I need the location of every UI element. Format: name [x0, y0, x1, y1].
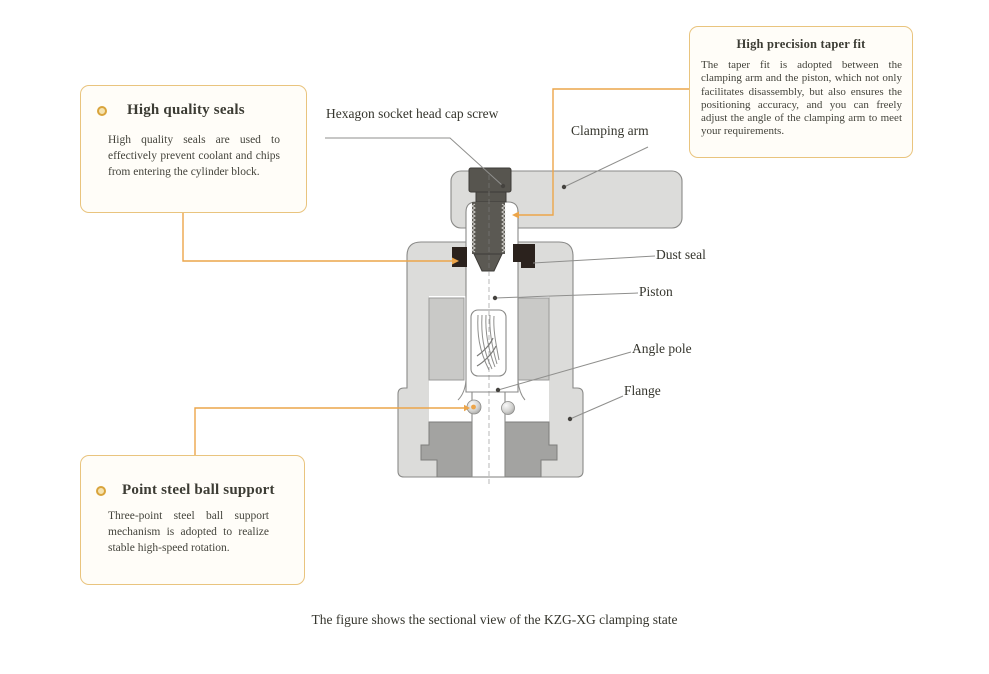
- leader-dot-angle-pole: [496, 388, 500, 392]
- label-clamping-arm: Clamping arm: [571, 123, 649, 138]
- callout-title: High precision taper fit: [736, 37, 866, 51]
- screw-head-shape: [469, 168, 511, 192]
- figure-caption: The figure shows the sectional view of the KZG-XG clamping state: [311, 612, 678, 627]
- callout-body: Three-point steel ball support mechanism is adopted to realize stable high-speed rotation.: [108, 510, 269, 554]
- guide-block-right: [514, 298, 549, 380]
- steel-ball-right: [502, 402, 515, 415]
- dot-bullet-icon: [96, 486, 106, 496]
- callout-high-precision-taper-fit: [689, 26, 913, 158]
- callout-point-steel-ball-support: [80, 455, 305, 585]
- callout-title: High quality seals: [127, 102, 245, 118]
- dust-seal-left-shape: [452, 247, 467, 267]
- screw-shaft-shape: [472, 202, 505, 254]
- label-hexagon-screw: Hexagon socket head cap screw: [326, 106, 499, 121]
- dot-bullet-icon: [97, 106, 107, 116]
- callout-body: The taper fit is adopted between the clamping arm and the piston, which not only facilitates disassembly, but also ensures the positioning accuracy, and you can freely adjust the angle of the clamping arm to meet your requirements.: [701, 59, 902, 138]
- callout-high-quality-seals: [80, 85, 307, 213]
- callout-body: High quality seals are used to effectively prevent coolant and chips from entering the cylinder block.: [108, 134, 280, 178]
- angle-pole-shape: [471, 310, 506, 376]
- screw-washer-shape: [476, 192, 506, 202]
- connector-ball-dot: [471, 405, 476, 410]
- label-angle-pole: Angle pole: [632, 341, 692, 356]
- label-flange: Flange: [624, 383, 661, 398]
- label-piston: Piston: [639, 284, 673, 299]
- guide-block-left: [429, 298, 464, 380]
- leader-dot-screw: [501, 184, 505, 188]
- leader-dot-flange: [568, 417, 572, 421]
- leader-dot-clamping-arm: [562, 185, 566, 189]
- callout-title: Point steel ball support: [122, 482, 275, 498]
- leader-dot-piston: [493, 296, 497, 300]
- label-dust-seal: Dust seal: [656, 247, 706, 262]
